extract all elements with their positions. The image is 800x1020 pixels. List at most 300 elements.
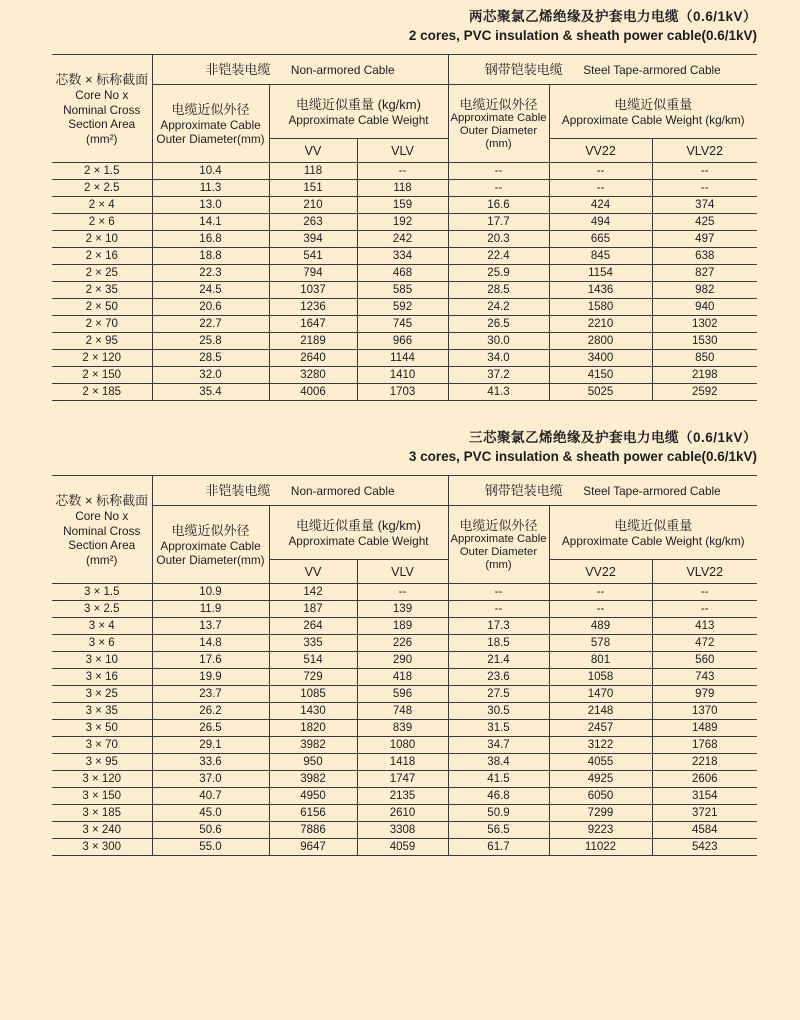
value-cell: 839 [357, 720, 448, 737]
value-cell: 2148 [549, 703, 652, 720]
table-row [52, 333, 757, 350]
core-size-cell: 3 × 1.5 [52, 584, 152, 601]
value-cell: 982 [652, 282, 757, 299]
core-size-cell: 3 × 25 [52, 686, 152, 703]
core-size-cell: 2 × 10 [52, 231, 152, 248]
value-cell: 1085 [269, 686, 357, 703]
core-header-en1: Core No x [75, 509, 129, 523]
value-cell: 794 [269, 265, 357, 282]
core-size-cell: 2 × 2.5 [52, 180, 152, 197]
value-cell: 226 [357, 635, 448, 652]
value-cell: 30.5 [448, 703, 549, 720]
core-column-header [52, 476, 152, 584]
value-cell: 2457 [549, 720, 652, 737]
value-cell: 17.6 [152, 652, 269, 669]
value-cell: 210 [269, 197, 357, 214]
section-3core-title-zh: 三芯聚氯乙烯绝缘及护套电力电缆（0.6/1kV） [468, 430, 757, 445]
value-cell: 827 [652, 265, 757, 282]
core-size-cell: 2 × 95 [52, 333, 152, 350]
value-cell: 745 [357, 316, 448, 333]
table-row [52, 601, 757, 618]
value-cell: 11.9 [152, 601, 269, 618]
value-cell: 55.0 [152, 839, 269, 856]
table-row [52, 231, 757, 248]
value-cell: 3154 [652, 788, 757, 805]
value-cell: 850 [652, 350, 757, 367]
na-dia-en1: Approximate Cable [160, 117, 261, 132]
section-3core-title-en: 3 cores, PVC insulation & sheath power cable(0.6/1kV) [408, 449, 757, 464]
non-armored-group-en: Non-armored Cable [290, 62, 395, 77]
value-cell: 497 [652, 231, 757, 248]
value-cell: 45.0 [152, 805, 269, 822]
value-cell: 5025 [549, 384, 652, 401]
section-2core-titles [52, 8, 757, 45]
value-cell: 21.4 [448, 652, 549, 669]
core-header-en4: (mm²) [86, 552, 118, 567]
core-size-cell: 3 × 2.5 [52, 601, 152, 618]
cable-spec-table-3core [52, 475, 757, 856]
value-cell: 17.7 [448, 214, 549, 231]
na-wt-en: Approximate Cable Weight [288, 533, 429, 548]
value-cell: 4950 [269, 788, 357, 805]
table-header [52, 55, 757, 163]
core-header-en3: Section Area [68, 538, 136, 552]
value-cell: 638 [652, 248, 757, 265]
col-header-vv: VV [269, 139, 357, 163]
value-cell: 33.6 [152, 754, 269, 771]
value-cell: 13.0 [152, 197, 269, 214]
core-size-cell: 2 × 6 [52, 214, 152, 231]
value-cell: 23.6 [448, 669, 549, 686]
table-row [52, 248, 757, 265]
value-cell: 1436 [549, 282, 652, 299]
value-cell: 40.7 [152, 788, 269, 805]
value-cell: -- [549, 180, 652, 197]
st-outer-diameter-header [448, 506, 549, 584]
value-cell: 61.7 [448, 839, 549, 856]
value-cell: 18.5 [448, 635, 549, 652]
value-cell: 729 [269, 669, 357, 686]
value-cell: 189 [357, 618, 448, 635]
st-dia-en3: (mm) [485, 558, 512, 571]
table-row [52, 282, 757, 299]
value-cell: 32.0 [152, 367, 269, 384]
core-size-cell: 3 × 10 [52, 652, 152, 669]
value-cell: 187 [269, 601, 357, 618]
value-cell: 1530 [652, 333, 757, 350]
value-cell: -- [549, 601, 652, 618]
core-size-cell: 3 × 70 [52, 737, 152, 754]
value-cell: -- [448, 584, 549, 601]
value-cell: 748 [357, 703, 448, 720]
core-header-en4: (mm²) [86, 131, 118, 146]
value-cell: -- [448, 180, 549, 197]
value-cell: 585 [357, 282, 448, 299]
table-row [52, 180, 757, 197]
col-header-vv: VV [269, 560, 357, 584]
value-cell: 4059 [357, 839, 448, 856]
value-cell: 424 [549, 197, 652, 214]
value-cell: 22.4 [448, 248, 549, 265]
value-cell: 41.3 [448, 384, 549, 401]
core-size-cell: 3 × 16 [52, 669, 152, 686]
st-weight-header [549, 85, 757, 139]
table-row [52, 737, 757, 754]
value-cell: 29.1 [152, 737, 269, 754]
value-cell: 34.0 [448, 350, 549, 367]
table-row [52, 754, 757, 771]
core-size-cell: 2 × 4 [52, 197, 152, 214]
value-cell: 950 [269, 754, 357, 771]
value-cell: 263 [269, 214, 357, 231]
value-cell: 142 [269, 584, 357, 601]
value-cell: 24.2 [448, 299, 549, 316]
value-cell: 10.9 [152, 584, 269, 601]
value-cell: 26.5 [448, 316, 549, 333]
core-size-cell: 2 × 70 [52, 316, 152, 333]
table-row [52, 163, 757, 180]
steel-armored-group-zh: 钢带铠装电缆 [484, 61, 563, 77]
col-header-vlv22: VLV22 [652, 560, 757, 584]
section-3core [52, 429, 757, 856]
table-row [52, 822, 757, 839]
value-cell: 1489 [652, 720, 757, 737]
steel-armored-group-header [448, 55, 757, 85]
non-armored-group-en: Non-armored Cable [290, 483, 395, 498]
value-cell: 743 [652, 669, 757, 686]
value-cell: 4925 [549, 771, 652, 788]
st-dia-zh: 电缆近似外径 [459, 517, 538, 533]
value-cell: 3721 [652, 805, 757, 822]
col-header-vv22: VV22 [549, 560, 652, 584]
col-header-vlv: VLV [357, 560, 448, 584]
value-cell: 2198 [652, 367, 757, 384]
table-row [52, 652, 757, 669]
value-cell: 264 [269, 618, 357, 635]
value-cell: 425 [652, 214, 757, 231]
value-cell: 192 [357, 214, 448, 231]
value-cell: 50.6 [152, 822, 269, 839]
value-cell: 6050 [549, 788, 652, 805]
st-dia-en1: Approximate Cable [450, 111, 547, 124]
table-row [52, 635, 757, 652]
value-cell: 23.7 [152, 686, 269, 703]
value-cell: 11022 [549, 839, 652, 856]
table-row [52, 350, 757, 367]
value-cell: 4150 [549, 367, 652, 384]
value-cell: 1470 [549, 686, 652, 703]
value-cell: 17.3 [448, 618, 549, 635]
core-size-cell: 2 × 185 [52, 384, 152, 401]
table-row [52, 584, 757, 601]
st-wt-zh: 电缆近似重量 [614, 517, 693, 533]
na-weight-header [269, 85, 448, 139]
na-wt-en: Approximate Cable Weight [288, 112, 429, 127]
value-cell: -- [357, 163, 448, 180]
value-cell: 2210 [549, 316, 652, 333]
table-row [52, 384, 757, 401]
value-cell: 24.5 [152, 282, 269, 299]
value-cell: 979 [652, 686, 757, 703]
table-row [52, 703, 757, 720]
value-cell: 3400 [549, 350, 652, 367]
na-dia-en2: Outer Diameter(mm) [156, 553, 265, 567]
value-cell: 50.9 [448, 805, 549, 822]
value-cell: 665 [549, 231, 652, 248]
value-cell: 34.7 [448, 737, 549, 754]
value-cell: 2189 [269, 333, 357, 350]
value-cell: 25.9 [448, 265, 549, 282]
table-body-2core [52, 163, 757, 401]
core-size-cell: 2 × 120 [52, 350, 152, 367]
value-cell: 13.7 [152, 618, 269, 635]
value-cell: 940 [652, 299, 757, 316]
na-dia-zh: 电缆近似外径 [171, 101, 250, 117]
table-row [52, 788, 757, 805]
value-cell: 16.6 [448, 197, 549, 214]
value-cell: 1647 [269, 316, 357, 333]
value-cell: 16.8 [152, 231, 269, 248]
core-header-zh: 芯数 × 标称截面 [55, 72, 149, 87]
value-cell: 22.7 [152, 316, 269, 333]
value-cell: 30.0 [448, 333, 549, 350]
core-header-en1: Core No x [75, 88, 129, 102]
steel-armored-group-en: Steel Tape-armored Cable [583, 483, 721, 498]
non-armored-group-header [152, 55, 448, 85]
value-cell: 28.5 [448, 282, 549, 299]
value-cell: 1154 [549, 265, 652, 282]
value-cell: 592 [357, 299, 448, 316]
value-cell: -- [357, 584, 448, 601]
table-row [52, 618, 757, 635]
value-cell: 374 [652, 197, 757, 214]
value-cell: 10.4 [152, 163, 269, 180]
core-column-header [52, 55, 152, 163]
core-header-en3: Section Area [68, 117, 136, 131]
col-header-vlv22: VLV22 [652, 139, 757, 163]
st-wt-en: Approximate Cable Weight (kg/km) [561, 112, 745, 127]
value-cell: 35.4 [152, 384, 269, 401]
table-row [52, 265, 757, 282]
non-armored-group-zh: 非铠装电缆 [205, 482, 271, 498]
value-cell: 489 [549, 618, 652, 635]
value-cell: 11.3 [152, 180, 269, 197]
value-cell: 1820 [269, 720, 357, 737]
core-size-cell: 3 × 35 [52, 703, 152, 720]
st-dia-en1: Approximate Cable [450, 532, 547, 545]
cable-spec-table-2core [52, 54, 757, 401]
value-cell: 9223 [549, 822, 652, 839]
core-size-cell: 3 × 185 [52, 805, 152, 822]
value-cell: -- [549, 163, 652, 180]
value-cell: 14.1 [152, 214, 269, 231]
value-cell: 801 [549, 652, 652, 669]
value-cell: 4006 [269, 384, 357, 401]
value-cell: 394 [269, 231, 357, 248]
core-size-cell: 3 × 4 [52, 618, 152, 635]
table-header [52, 476, 757, 584]
na-wt-zh: 电缆近似重量 (kg/km) [296, 96, 421, 112]
value-cell: 37.2 [448, 367, 549, 384]
core-size-cell: 3 × 150 [52, 788, 152, 805]
steel-armored-group-en: Steel Tape-armored Cable [583, 62, 721, 77]
core-size-cell: 3 × 50 [52, 720, 152, 737]
value-cell: 1058 [549, 669, 652, 686]
value-cell: 541 [269, 248, 357, 265]
value-cell: 41.5 [448, 771, 549, 788]
steel-armored-group-zh: 钢带铠装电缆 [484, 482, 563, 498]
value-cell: 18.8 [152, 248, 269, 265]
core-size-cell: 2 × 50 [52, 299, 152, 316]
value-cell: 2592 [652, 384, 757, 401]
col-header-vlv: VLV [357, 139, 448, 163]
value-cell: 1080 [357, 737, 448, 754]
value-cell: 2218 [652, 754, 757, 771]
value-cell: 118 [269, 163, 357, 180]
core-size-cell: 3 × 120 [52, 771, 152, 788]
non-armored-group-header [152, 476, 448, 506]
table-row [52, 214, 757, 231]
value-cell: -- [652, 163, 757, 180]
steel-armored-group-header [448, 476, 757, 506]
value-cell: 1037 [269, 282, 357, 299]
value-cell: 560 [652, 652, 757, 669]
value-cell: 25.8 [152, 333, 269, 350]
value-cell: 472 [652, 635, 757, 652]
st-dia-en2: Outer Diameter [459, 124, 538, 137]
value-cell: 1410 [357, 367, 448, 384]
na-outer-diameter-header [152, 506, 269, 584]
section-2core-title-zh: 两芯聚氯乙烯绝缘及护套电力电缆（0.6/1kV） [468, 9, 757, 24]
section-2core-title-en: 2 cores, PVC insulation & sheath power cable(0.6/1kV) [408, 28, 757, 43]
core-header-en2: Nominal Cross [63, 523, 141, 538]
value-cell: 3308 [357, 822, 448, 839]
table-row [52, 669, 757, 686]
core-size-cell: 3 × 240 [52, 822, 152, 839]
value-cell: 1430 [269, 703, 357, 720]
value-cell: 26.5 [152, 720, 269, 737]
value-cell: 56.5 [448, 822, 549, 839]
value-cell: 4055 [549, 754, 652, 771]
value-cell: 139 [357, 601, 448, 618]
value-cell: 3982 [269, 737, 357, 754]
value-cell: 37.0 [152, 771, 269, 788]
value-cell: 413 [652, 618, 757, 635]
value-cell: 578 [549, 635, 652, 652]
table-row [52, 197, 757, 214]
core-size-cell: 2 × 35 [52, 282, 152, 299]
value-cell: -- [652, 584, 757, 601]
value-cell: 9647 [269, 839, 357, 856]
table-row [52, 686, 757, 703]
table-row [52, 299, 757, 316]
value-cell: 46.8 [448, 788, 549, 805]
value-cell: 26.2 [152, 703, 269, 720]
value-cell: 2800 [549, 333, 652, 350]
table-row [52, 316, 757, 333]
value-cell: 7886 [269, 822, 357, 839]
value-cell: 3982 [269, 771, 357, 788]
na-wt-zh: 电缆近似重量 (kg/km) [296, 517, 421, 533]
value-cell: -- [652, 180, 757, 197]
value-cell: 6156 [269, 805, 357, 822]
value-cell: 1236 [269, 299, 357, 316]
value-cell: 19.9 [152, 669, 269, 686]
value-cell: 38.4 [448, 754, 549, 771]
value-cell: 596 [357, 686, 448, 703]
value-cell: 2606 [652, 771, 757, 788]
value-cell: 845 [549, 248, 652, 265]
value-cell: 1703 [357, 384, 448, 401]
table-row [52, 839, 757, 856]
st-wt-en: Approximate Cable Weight (kg/km) [561, 533, 745, 548]
core-size-cell: 2 × 25 [52, 265, 152, 282]
value-cell: 14.8 [152, 635, 269, 652]
value-cell: 242 [357, 231, 448, 248]
value-cell: 20.6 [152, 299, 269, 316]
col-header-vv22: VV22 [549, 139, 652, 163]
value-cell: 335 [269, 635, 357, 652]
core-size-cell: 2 × 150 [52, 367, 152, 384]
section-3core-titles [52, 429, 757, 466]
value-cell: -- [652, 601, 757, 618]
st-dia-en2: Outer Diameter [459, 545, 538, 558]
core-size-cell: 3 × 6 [52, 635, 152, 652]
value-cell: 3280 [269, 367, 357, 384]
value-cell: 20.3 [448, 231, 549, 248]
value-cell: -- [549, 584, 652, 601]
value-cell: 334 [357, 248, 448, 265]
na-outer-diameter-header [152, 85, 269, 163]
value-cell: 1418 [357, 754, 448, 771]
value-cell: 118 [357, 180, 448, 197]
value-cell: 2135 [357, 788, 448, 805]
value-cell: 514 [269, 652, 357, 669]
value-cell: 28.5 [152, 350, 269, 367]
value-cell: 27.5 [448, 686, 549, 703]
na-dia-en2: Outer Diameter(mm) [156, 132, 265, 146]
table-body-3core [52, 584, 757, 856]
table-row [52, 367, 757, 384]
value-cell: 31.5 [448, 720, 549, 737]
st-weight-header [549, 506, 757, 560]
st-wt-zh: 电缆近似重量 [614, 96, 693, 112]
core-size-cell: 2 × 1.5 [52, 163, 152, 180]
value-cell: 7299 [549, 805, 652, 822]
na-dia-en1: Approximate Cable [160, 538, 261, 553]
core-size-cell: 2 × 16 [52, 248, 152, 265]
value-cell: 494 [549, 214, 652, 231]
core-size-cell: 3 × 300 [52, 839, 152, 856]
core-header-en2: Nominal Cross [63, 102, 141, 117]
value-cell: 159 [357, 197, 448, 214]
core-header-zh: 芯数 × 标称截面 [55, 493, 149, 508]
table-row [52, 771, 757, 788]
table-row [52, 805, 757, 822]
value-cell: 966 [357, 333, 448, 350]
na-weight-header [269, 506, 448, 560]
value-cell: 468 [357, 265, 448, 282]
value-cell: 1580 [549, 299, 652, 316]
value-cell: 22.3 [152, 265, 269, 282]
value-cell: 1370 [652, 703, 757, 720]
value-cell: 1768 [652, 737, 757, 754]
value-cell: 5423 [652, 839, 757, 856]
non-armored-group-zh: 非铠装电缆 [205, 61, 271, 77]
value-cell: -- [448, 601, 549, 618]
value-cell: 3122 [549, 737, 652, 754]
st-dia-zh: 电缆近似外径 [459, 96, 538, 112]
